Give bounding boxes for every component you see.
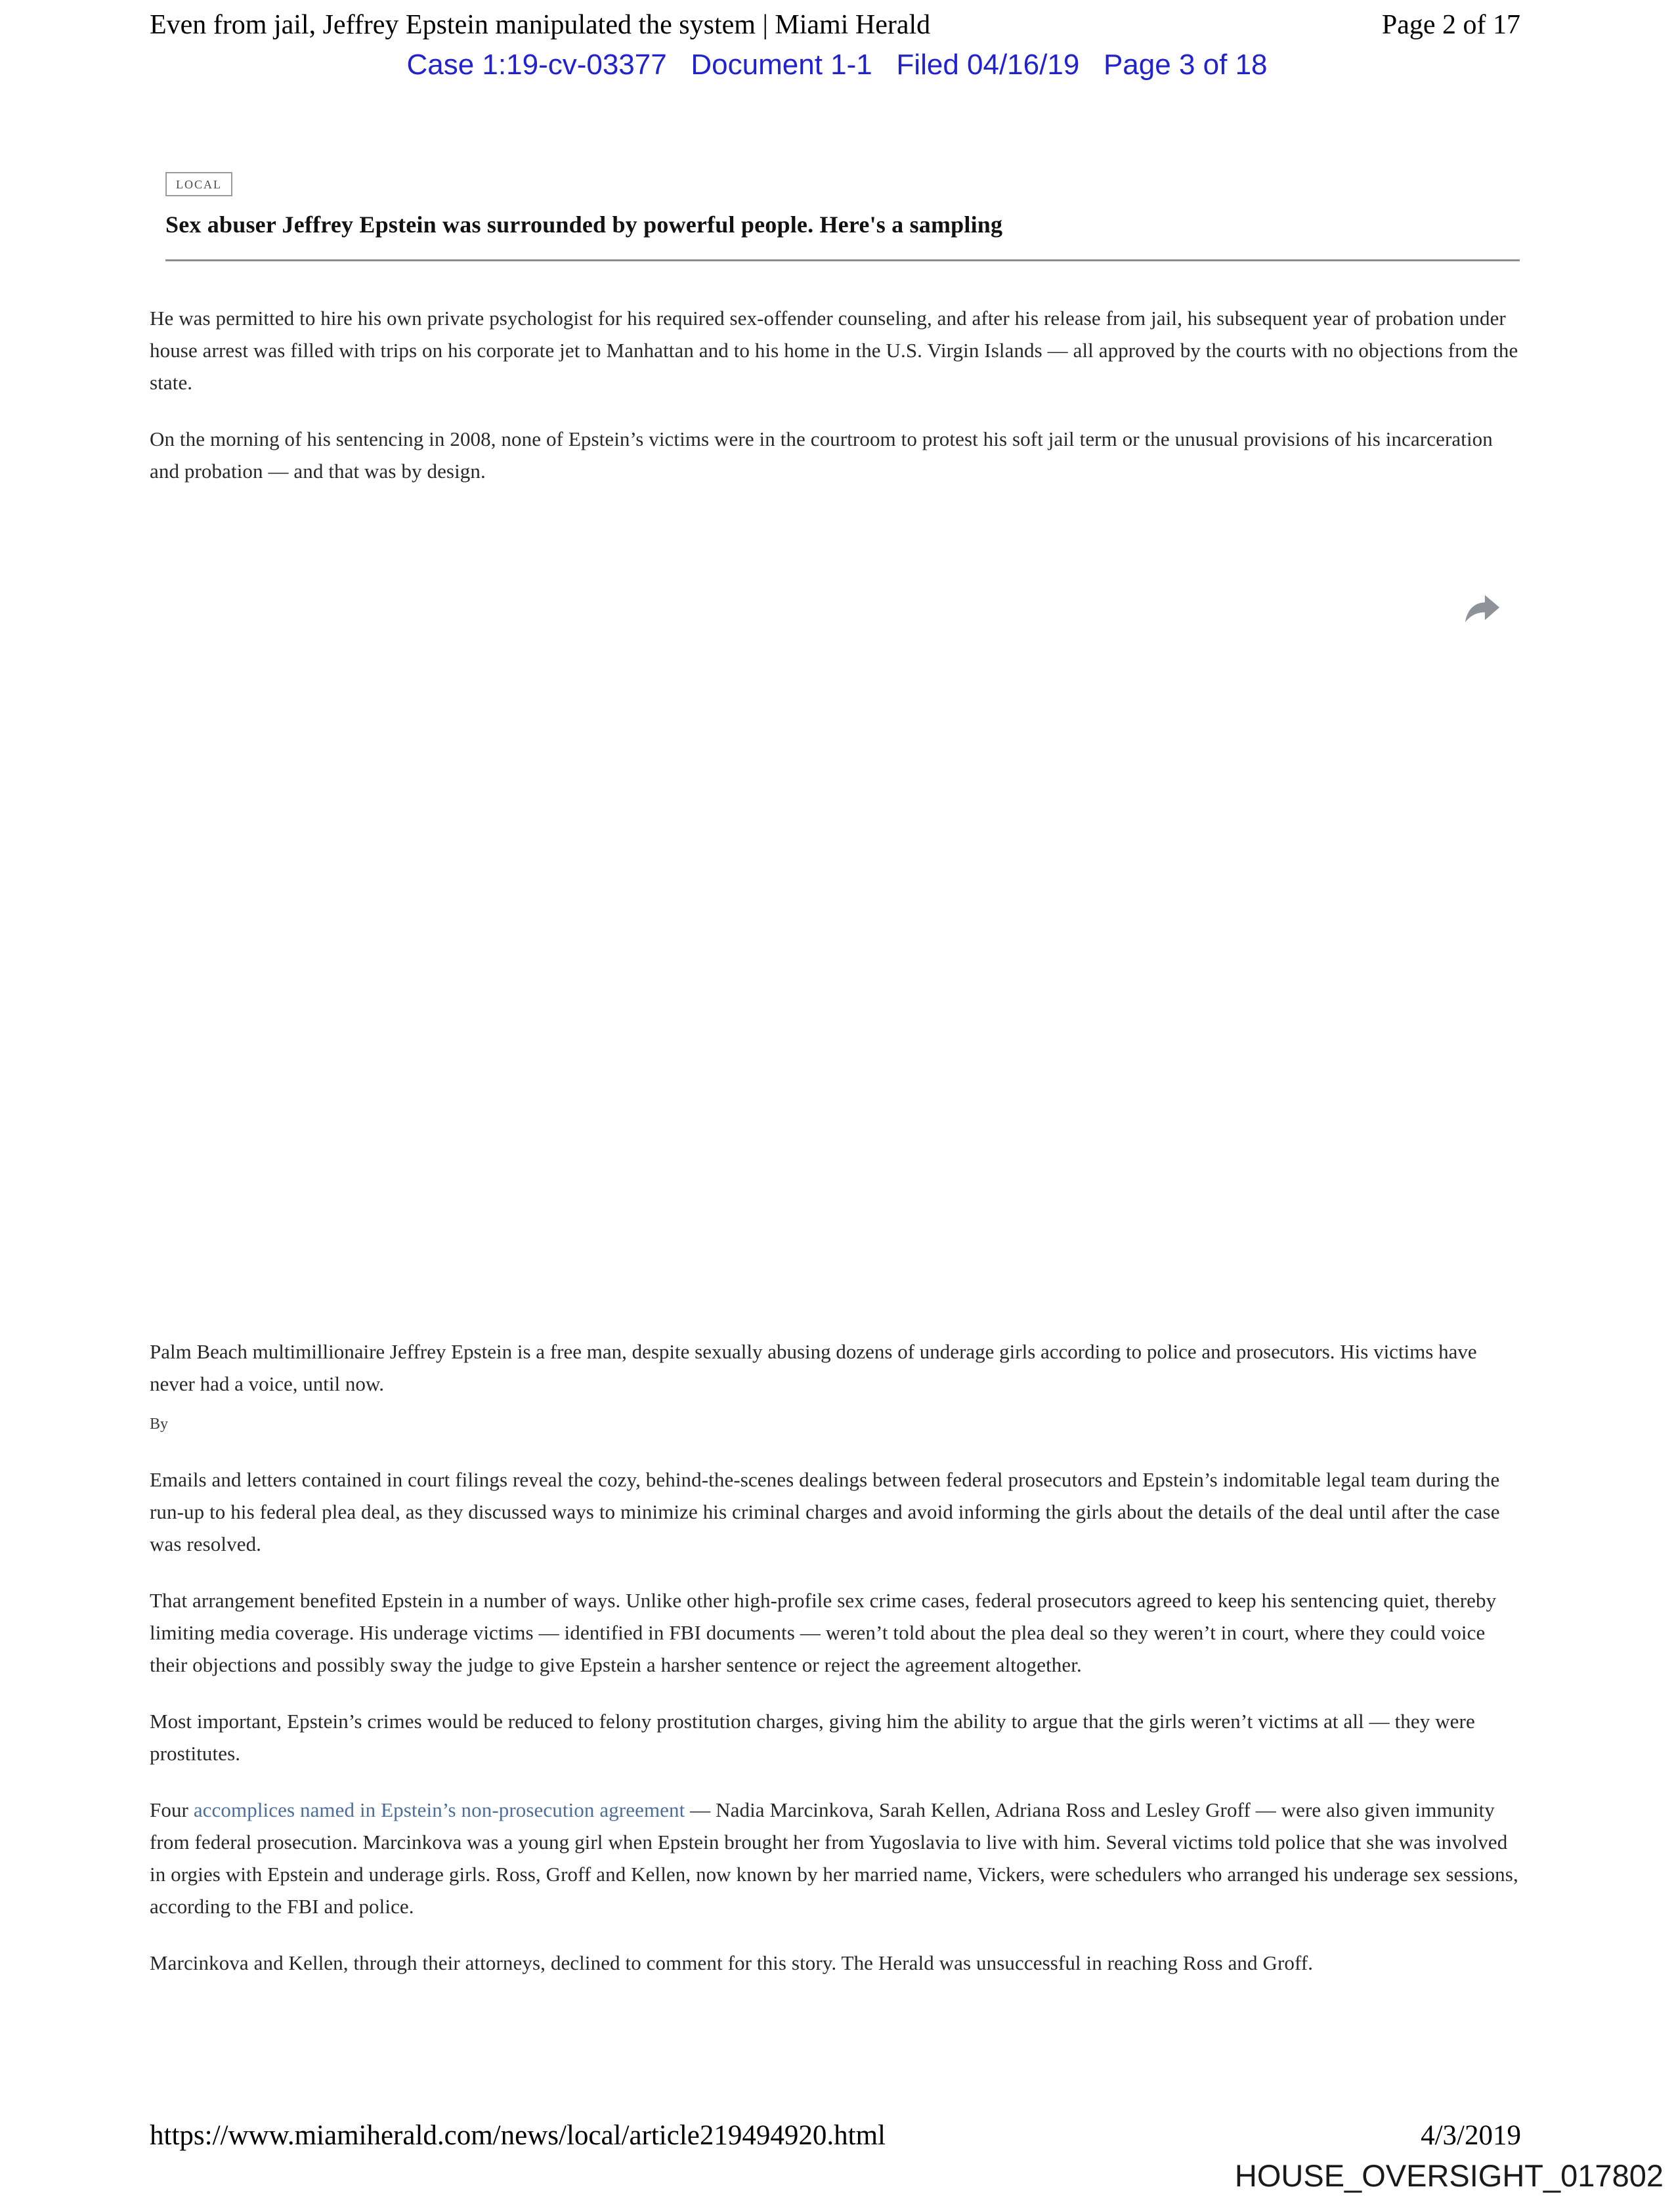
headline-divider: [165, 259, 1520, 261]
article-body: [150, 302, 1520, 1979]
article-headline: Sex abuser Jeffrey Epstein was surrounded by powerful people. Here's a sampling: [165, 211, 1003, 238]
article-paragraph: Emails and letters contained in court filings reveal the cozy, behind-the-scenes dealings between federal prosecutors and Epstein’s indomitable legal team during the run-up to his federal plea deal, as they discussed ways to minimize his criminal charges and avoid informing the girls about the details of the deal until after the case was resolved.: [150, 1468, 1500, 1555]
share-forward-icon[interactable]: [1463, 594, 1501, 626]
article-paragraph: That arrangement benefited Epstein in a number of ways. Unlike other high-profile sex crime cases, federal prosecutors agreed to keep his sentencing quiet, thereby limiting media coverage. His underage victims — identified in FBI documents — weren’t told about the plea deal so they weren’t in court, where they could voice their objections and possibly sway the judge to give Epstein a harsher sentence or reject the agreement altogether.: [150, 1589, 1497, 1676]
byline: By: [150, 1416, 169, 1433]
source-url: https://www.miamiherald.com/news/local/article219494920.html: [150, 2120, 886, 2151]
article-paragraph: On the morning of his sentencing in 2008, none of Epstein’s victims were in the courtroom to protest his soft jail term or the unusual provisions of his incarceration and probation — and that was by design.: [150, 427, 1493, 483]
article-paragraph: He was permitted to hire his own private psychologist for his required sex-offender counseling, and after his release from jail, his subsequent year of probation under house arrest was filled with trips on his corporate jet to Manhattan and to his home in the U.S. Virgin Islands — all approved by the courts with no objections from the state.: [150, 307, 1518, 394]
link-paragraph-prefix: Four: [150, 1798, 194, 1821]
case-stamp-line: Case 1:19-cv-03377 Document 1-1 Filed 04/16/19 Page 3 of 18: [406, 49, 1268, 81]
section-label-local: LOCAL: [165, 172, 232, 196]
image-placeholder: [150, 511, 1520, 1335]
link-paragraph-suffix: — Nadia Marcinkova, Sarah Kellen, Adriana Ross and Lesley Groff — were also given immunity from federal prosecution. Marcinkova was a young girl when Epstein brought her from Yugoslavia to live with him. Several victims told police that she was involved in orgies with Epstein and underage girls. Ross, Groff and Kellen, now known by her married name, Vickers, were schedulers who arranged his underage sex sessions, according to the FBI and police.: [150, 1798, 1518, 1918]
article-paragraph-with-link: [150, 1794, 1520, 1922]
print-date: 4/3/2019: [1421, 2120, 1521, 2151]
print-header: [0, 0, 1674, 41]
print-footer: [150, 2119, 1521, 2152]
non-prosecution-agreement-link[interactable]: accomplices named in Epstein’s non-prosecution agreement: [193, 1798, 685, 1821]
page-number: Page 2 of 17: [1381, 10, 1520, 40]
article-paragraph: Marcinkova and Kellen, through their attorneys, declined to comment for this story. The Herald was unsuccessful in reaching Ross and Groff.: [150, 1951, 1314, 1974]
article-header: [150, 172, 1520, 261]
document-title: Even from jail, Jeffrey Epstein manipulated the system | Miami Herald: [150, 10, 931, 40]
article-paragraph: Most important, Epstein’s crimes would be reduced to felony prostitution charges, giving him the ability to argue that the girls weren’t victims at all — they were prostitutes.: [150, 1710, 1475, 1765]
article: [0, 172, 1674, 1979]
bates-stamp: HOUSE_OVERSIGHT_017802: [1234, 2158, 1663, 2193]
photo-caption: Palm Beach multimillionaire Jeffrey Epstein is a free man, despite sexually abusing dozens of underage girls according to police and prosecutors. His victims have never had a voice, until now.: [150, 1340, 1477, 1395]
